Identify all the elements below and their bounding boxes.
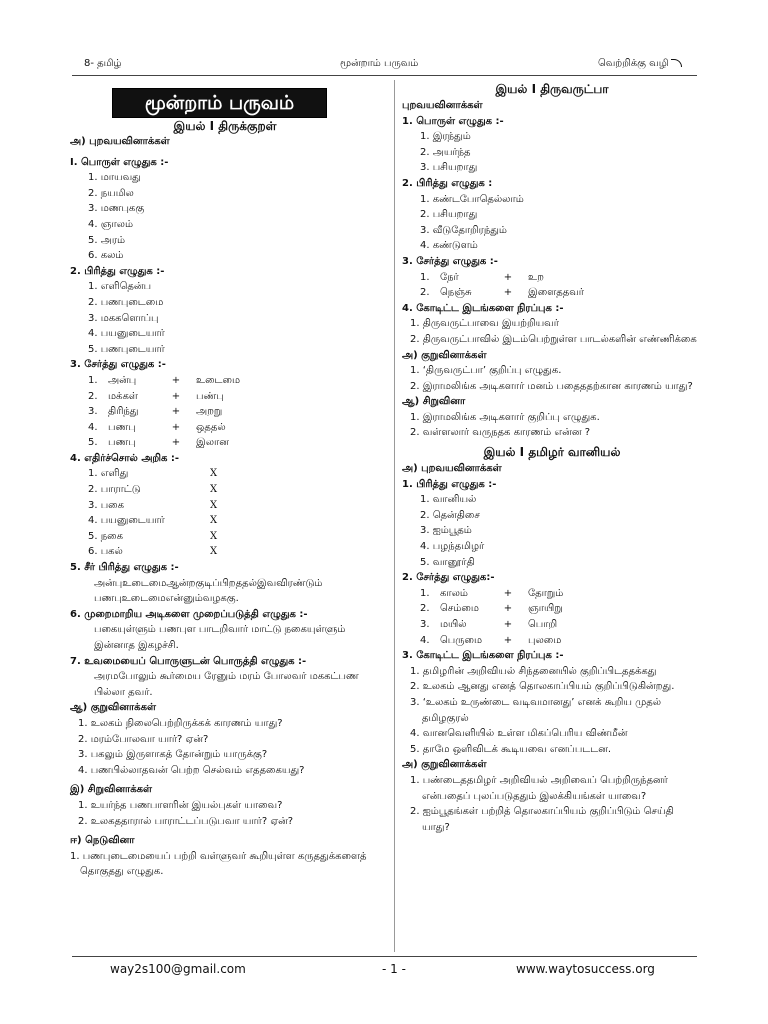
- left-q4: 4. எதிர்ச்சொல் அறிக :-: [70, 452, 180, 464]
- right-part-aa: அ) குறுவினாக்கள்: [402, 349, 487, 361]
- left-q3: 3. சேர்த்து எழுதுக :-: [70, 359, 166, 371]
- plus-sign: +: [171, 406, 181, 418]
- antonym-x-mark: X: [210, 484, 218, 496]
- list-item: 2. அயர்ந்த: [420, 146, 471, 158]
- bottom-rule: [72, 956, 697, 957]
- join-item-first: நெஞ்சு: [440, 287, 472, 299]
- join-item-number: 3.: [88, 406, 98, 418]
- list-item: 1. பண்டைததமிழர் அறிவியல் அறிவைப் பெற்றிருந்தனர் என்பதைப் புலப்படுததும் இலக்கியங்கள் யாவை?: [410, 774, 668, 802]
- right-q2-list: [402, 192, 702, 254]
- join-item: [70, 389, 380, 405]
- list-item: 2. உலகததாரால் பாராட்டப்படுபவா யார்? ஏன்?: [78, 815, 294, 827]
- list-item: 3. பகலும் இருளாகத் தோன்றும் யாருக்கு?: [78, 749, 268, 761]
- join-item-number: 1.: [88, 374, 98, 386]
- join-item-second: பண்பு: [196, 390, 224, 402]
- right-column: [402, 80, 702, 835]
- antonym-x-mark: X: [210, 546, 218, 558]
- header-right: [598, 58, 682, 70]
- list-item: 2. வள்ளலார் வருநதக காரணம் என்ன ?: [410, 427, 591, 439]
- join-item-number: 2.: [420, 287, 430, 299]
- left-q6-text: பகையுள்ளும் பணபுள பாடறிவார் மாட்டு நகையுள்ளும் இன்னாத இகழச்சி.: [94, 624, 346, 651]
- right2-q1: 1. பிரித்து எழுதுக :-: [402, 478, 497, 490]
- antonym-word: 3. பகை: [88, 499, 125, 511]
- list-item: 3. பசியறாது: [420, 162, 478, 174]
- logo-icon: [671, 59, 682, 67]
- join-item-number: 3.: [420, 619, 430, 630]
- list-item: 2. ஐம்பூதங்கள் பற்றித் தொலகாப்பியம் குறிப்பிடும் செய்தி யாது?: [410, 806, 674, 833]
- join-item-second: புலமை: [528, 634, 562, 646]
- list-item: 5. அரம்: [88, 234, 126, 246]
- list-item: 2. உலகம் ஆனது எனத் தொலகாப்பியம் குறிப்பிடுகின்றது.: [410, 681, 675, 693]
- list-item: 4. கண்டுளம்: [420, 240, 478, 252]
- list-item: 1. இராமலிங்க அடிகளார் குறிப்பு எழுதுக.: [410, 411, 600, 423]
- antonym-x-mark: X: [210, 499, 218, 511]
- right-part-a2: அ) புறவயவினாக்கள்: [402, 463, 502, 475]
- left-q5-text: அன்புஉடைமைஆன்றகுடிப்பிறததல்இவவிரண்டும் பணபுஉடைமைஎன்னும்வழககு.: [94, 577, 323, 605]
- list-item: 2. தென்திசை: [420, 509, 480, 521]
- right-aa-list: [402, 363, 702, 394]
- plus-sign: +: [171, 437, 181, 449]
- left-part-i: இ) சிறுவினாக்கள்: [70, 784, 153, 796]
- join-item-number: 2.: [420, 603, 430, 615]
- left-part-ee: ஈ) நெடுவினா: [70, 835, 135, 847]
- list-item: 4. பழந்தமிழர்: [420, 541, 485, 553]
- right-q1: 1. பொருள் எழுதுக :-: [402, 115, 504, 127]
- join-item-second: அறறு: [196, 406, 223, 418]
- left-part-aa: ஆ) குறுவினாக்கள்: [70, 702, 157, 714]
- join-item-second: இலான: [196, 437, 229, 449]
- right-part-a: புறவயவினாக்கள்: [402, 100, 483, 111]
- antonym-word: 4. பயனுடையார்: [88, 515, 165, 527]
- join-item-second: உற: [528, 271, 544, 283]
- right2-q2: 2. சேர்த்து எழுதுக:-: [402, 572, 495, 584]
- left-q1: I. பொருள் எழுதுக :-: [70, 156, 169, 168]
- list-item: 1. திருவருட்பாவை இயற்றியவர்: [410, 318, 559, 330]
- left-ee-text: 1. பணபுடைமையைப் பற்றி வள்ளுவர் கூறியுள்ள கருததுக்களைத் தொகுதது எழுதுக.: [70, 850, 367, 878]
- list-item: 5. வானூர்தி: [420, 556, 475, 568]
- list-item: 2. பணபுடைமை: [88, 296, 164, 308]
- plus-sign: +: [171, 390, 181, 402]
- plus-sign: +: [503, 634, 513, 646]
- antonym-word: 6. பகல்: [88, 546, 123, 558]
- left-q2: 2. பிரித்து எழுதுக :-: [70, 265, 165, 277]
- right-q3-list: [402, 270, 702, 301]
- plus-sign: +: [503, 271, 513, 283]
- list-item: 4. வானவெளியில் உள்ள மிகப்பெரிய விண்மீன்: [410, 728, 628, 740]
- join-item: [70, 373, 380, 389]
- list-item: 3. ‘உலகம் உருண்டை வடிவமானது’ எனக் கூறிய முதல் தமிழகுரல்: [410, 696, 662, 724]
- antonym-x-mark: X: [210, 468, 218, 480]
- antonym-item: [70, 482, 380, 498]
- antonym-x-mark: X: [210, 515, 218, 527]
- join-item-first: அன்பு: [108, 374, 137, 386]
- join-item-first: பணபு: [108, 437, 136, 449]
- footer-page-number: - 1 -: [382, 962, 406, 976]
- list-item: 2. நயமில: [88, 187, 134, 199]
- right-q2: 2. பிரித்து எழுதுக :: [402, 177, 493, 189]
- header-right-text: வெற்றிக்கு வழி: [598, 58, 669, 69]
- left-part-a: அ) புறவயவினாக்கள்: [70, 136, 170, 147]
- antonym-item: [70, 544, 380, 560]
- left-q3-list: [70, 373, 380, 451]
- top-rule: [72, 75, 697, 76]
- right2-q3: 3. கோடிட்ட இடங்களை நிரப்புக :-: [402, 650, 564, 662]
- left-aa-list: [70, 716, 380, 778]
- list-item: 4. பயனுடையார்: [88, 328, 165, 340]
- list-item: 2. பசியறாது: [420, 209, 478, 221]
- join-item-first: செம்மை: [440, 603, 479, 615]
- plus-sign: +: [503, 603, 513, 615]
- right2-q1-list: [402, 492, 702, 570]
- join-item-number: 1.: [420, 271, 430, 283]
- join-item: [402, 601, 702, 617]
- right2-q3-list: [402, 664, 702, 758]
- join-item: [402, 633, 702, 649]
- list-item: 1. உயர்ந்த பணபாளரின் இயல்புகள் யாவை?: [78, 799, 283, 811]
- list-item: 1. தமிழரின் அறிவியல் சிந்தனையில் குறிப்பிடததக்கது: [410, 665, 657, 677]
- join-item: [70, 420, 380, 436]
- antonym-item: [70, 466, 380, 482]
- antonym-item: [70, 529, 380, 545]
- join-item-second: ஞாயிறு: [528, 603, 563, 615]
- list-item: 4. ஞாலம்: [88, 218, 134, 230]
- left-column: [70, 88, 380, 880]
- right-q4: 4. கோடிட்ட இடங்களை நிரப்புக :-: [402, 302, 564, 314]
- right2-aa-list: [402, 773, 702, 835]
- right-part-aa2: அ) குறுவினாக்கள்: [402, 759, 487, 771]
- join-item-second: உடைமை: [196, 374, 241, 386]
- plus-sign: +: [171, 374, 181, 386]
- join-item-number: 5.: [88, 437, 98, 449]
- list-item: 3. வீடுதோறிரந்தும்: [420, 224, 507, 236]
- list-item: 4. பணபில்லாதவன் பெற்ற செல்வம் எததகையது?: [78, 764, 305, 776]
- list-item: 1. உலகம் நிலைபெற்றிருக்கக் காரணம் யாது?: [78, 717, 283, 729]
- join-item-number: 4.: [88, 421, 98, 433]
- right-q4-list: [402, 316, 702, 347]
- join-item-first: பணபு: [108, 421, 136, 433]
- left-q5: 5. சீர் பிரித்து எழுதுக :-: [70, 562, 179, 574]
- left-q6: 6. முறைமாறிய அடிகளை முறைப்படுத்தி எழுதுக :-: [70, 608, 308, 620]
- join-item-first: நேர்: [440, 271, 459, 283]
- right-q3: 3. சேர்த்து எழுதுக :-: [402, 255, 498, 267]
- list-item: 3. மககளொப்பு: [88, 312, 159, 324]
- plus-sign: +: [503, 587, 513, 599]
- column-divider: [394, 80, 395, 952]
- join-item: [70, 435, 380, 451]
- antonym-word: 2. பாராட்டு: [88, 484, 141, 496]
- antonym-word: 5. நகை: [88, 530, 123, 542]
- list-item: 1. வானியல்: [420, 494, 477, 506]
- header-middle: மூன்றாம் பருவம்: [340, 58, 419, 69]
- plus-sign: +: [503, 619, 513, 630]
- plus-sign: +: [503, 287, 513, 299]
- antonym-item: [70, 498, 380, 514]
- right-sw-list: [402, 410, 702, 441]
- antonym-x-mark: X: [210, 530, 218, 542]
- left-q1-list: [70, 170, 380, 264]
- join-item-number: 4.: [420, 634, 430, 646]
- list-item: 2. இராமலிங்க அடிகளார் மனம் பதைததற்கான காரணம் யாது?: [410, 380, 693, 392]
- left-q7: 7. உவமையைப் பொருளுடன் பொருத்தி எழுதுக :-: [70, 655, 307, 667]
- left-q2-list: [70, 279, 380, 357]
- page-title: மூன்றாம் பருவம்: [112, 88, 327, 118]
- join-item-first: மயில்: [440, 619, 467, 630]
- antonym-word: 1. எளிது: [88, 468, 129, 480]
- join-item: [402, 586, 702, 602]
- footer-email[interactable]: way2s100@gmail.com: [110, 962, 246, 976]
- list-item: 6. கலம்: [88, 250, 124, 262]
- plus-sign: +: [171, 421, 181, 433]
- join-item-first: மக்கள்: [108, 390, 138, 402]
- left-q4-list: [70, 466, 380, 560]
- list-item: 5. தாமே ஒளிவிடக் கூடியவை எனப்படடன.: [410, 743, 612, 755]
- join-item-number: 2.: [88, 390, 98, 402]
- join-item: [402, 285, 702, 301]
- join-item: [402, 617, 702, 633]
- left-q7-text: அரமபோலும் கூர்மைய ரேனும் மரம் போலவர் மககட்பண பில்லா தவர்.: [94, 671, 359, 698]
- join-item-first: காலம்: [440, 587, 468, 599]
- join-item-number: 1.: [420, 587, 430, 599]
- join-item: [70, 404, 380, 420]
- join-item-first: திரிந்து: [108, 406, 139, 418]
- header-left: 8- தமிழ்: [84, 58, 122, 69]
- left-subtitle: இயல் I திருக்குறள்: [173, 119, 277, 133]
- list-item: 1. கண்டபோதெல்லாம்: [420, 193, 524, 205]
- list-item: 5. பணபுடையார்: [88, 343, 165, 355]
- antonym-item: [70, 513, 380, 529]
- join-item-second: இளைததவர்: [528, 287, 585, 299]
- list-item: 1. இரந்தும்: [420, 131, 471, 143]
- footer-website[interactable]: www.waytosuccess.org: [516, 962, 655, 976]
- list-item: 1. எளிதென்ப: [88, 281, 152, 293]
- right-part-sw: ஆ) சிறுவினா: [402, 396, 466, 408]
- list-item: 2. திருவருட்பாவில் இடம்பெற்றுள்ள பாடல்களின் எண்ணிக்கை: [410, 333, 697, 345]
- list-item: 3. ஐம்பூதம்: [420, 525, 472, 537]
- list-item: 1. ‘திருவருட்பா’ குறிப்பு எழுதுக.: [410, 365, 562, 377]
- join-item-second: ஒததல்: [196, 421, 226, 433]
- list-item: 1. மாயவது: [88, 172, 141, 184]
- list-item: 2. மரம்போலவா யார்? ஏன்?: [78, 733, 209, 745]
- join-item-second: பொறி: [528, 619, 558, 630]
- right-title-1: இயல் I திருவருட்பா: [495, 82, 609, 96]
- join-item-second: தோறும்: [528, 587, 564, 599]
- join-item: [402, 270, 702, 286]
- right2-q2-list: [402, 586, 702, 648]
- right-q1-list: [402, 129, 702, 176]
- right-title-2: இயல் I தமிழர் வானியல்: [483, 445, 621, 460]
- join-item-first: பெருமை: [440, 634, 483, 646]
- list-item: 3. மணபுககு: [88, 203, 145, 215]
- left-i-list: [70, 798, 380, 829]
